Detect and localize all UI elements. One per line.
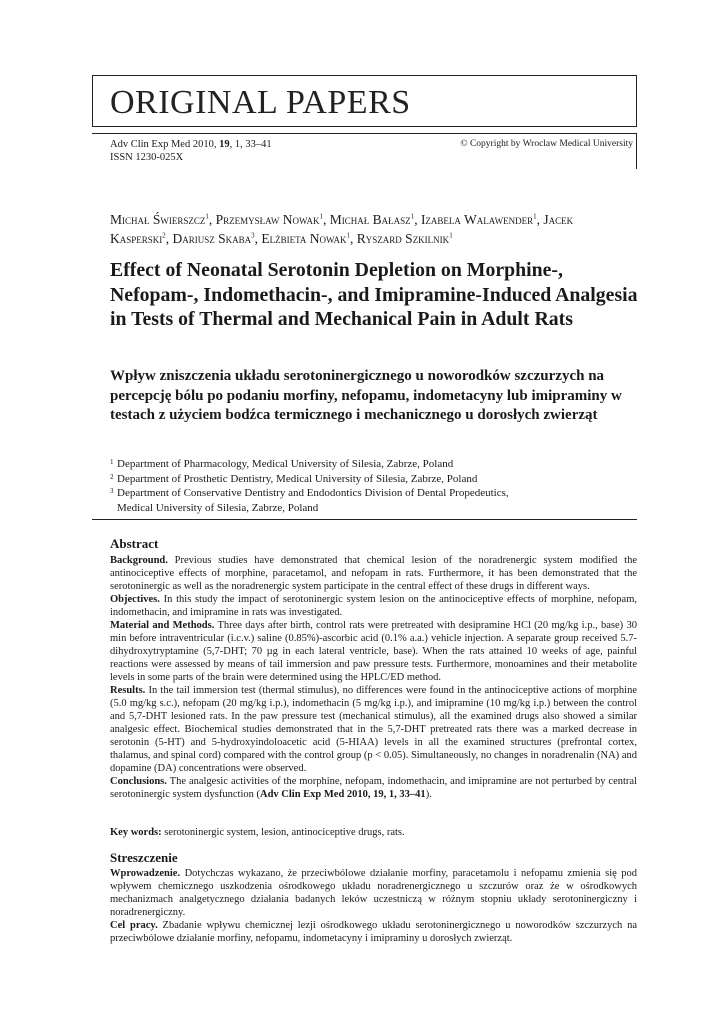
streszczenie-aim (110, 919, 637, 945)
copyright-notice: © Copyright by Wroclaw Medical University (460, 139, 633, 149)
article-title-polish: Wpływ zniszczenia układu serotoninergicznego u noworodków szczurzych na percepcję bólu po podaniu morfiny, nefopamu, indometacyny lub imipraminy w testach z użyciem bodźca termicznego i mechanicznego u dorosłych zwierząt (110, 368, 622, 423)
keywords (110, 826, 637, 839)
streszczenie-body (110, 867, 637, 945)
streszczenie-intro (110, 867, 637, 919)
citation-post: , 1, 33–41 (229, 139, 272, 150)
issn: ISSN 1230-025X (110, 152, 184, 163)
aim-label: Cel pracy. (110, 920, 158, 931)
author-affiliation-marker: 1 (319, 212, 324, 221)
author-name: Michał Świerszcz (110, 212, 206, 227)
aim-text: Zbadanie wpływu chemicznej lezji ośrodkowego układu serotoninergicznego u noworodków szczurzych na przeciwbólowe działanie morfiny, nefopamu, indometacyny i imipraminy u dorosłych zwierząt. (110, 920, 638, 944)
results-text: In the tail immersion test (thermal stimulus), no differences were found in the antinociceptive actions of morphine (5.0 mg/kg s.c.), nefopam (20 mg/kg i.p.), indomethacin (5 mg/kg i.p.), and imipramine (10 mg/kg i.p.) between the control and 5,7-DHT lesioned rats. In the paw pressure test (mechanical stimulus), all the examined drugs also showed a similar analgesic effect. Biochemical studies demonstrated that in the 5,7-DHT pretreated rats there was a marked decrease in serotonin (5-HT) and 5-hydroxyindoloacetic acid (5-HIAA) levels in all the examined structures (prefrontal cortex, thalamus, and spinal cord) compared with the control group (p < 0.05). Simultaneously, no changes in noradrenalin (NA) and dopamine (DA) concentrations were observed. (110, 685, 637, 774)
author-affiliation-marker: 1 (533, 212, 537, 221)
citation-info (110, 138, 272, 164)
abstract-body (110, 554, 637, 801)
author-name: Michał Bałasz (329, 212, 411, 227)
abstract-heading: Abstract (110, 536, 159, 551)
author-name: Przemysław Nowak (215, 212, 320, 227)
methods-label: Material and Methods. (110, 620, 215, 631)
author-affiliation-marker: 1 (205, 212, 209, 221)
author-name: Jacek Kasperski (110, 212, 574, 246)
section-divider (92, 519, 637, 520)
affiliation-number: 2 (110, 472, 114, 481)
background-text: Previous studies have demonstrated that chemical lesion of the noradrenergic system modified the antinociceptive effects of morphine, paracetamol, and nefopam in rats. Furthermore, it has been demonstrated that the serotoninergic as well as the noradrenergic system participate in the central effect of these drugs in different ways. (110, 555, 637, 592)
methods-text: Three days after birth, control rats were pretreated with desipramine HCl (20 mg/kg i.p., base) 30 min before intraventricular (i.c.v.) saline (0.85%)-ascorbic acid (0.1% a.a.) vehicle injection. A separate group received 5.7-dihydroxytryptamine (5,7-DHT; 70 µg in each lateral ventricle, base). When the rats attained 10 weeks of age, painful reactions were assessed by means of tail immersion and paw pressure tests. Furthermore, monoamines and their metabolite levels in some parts of the brain were determined using the HPLC/ED method. (110, 620, 637, 683)
background-label: Background. (110, 555, 168, 566)
author-name: Ryszard Szkilnik (356, 231, 450, 246)
author-affiliation-marker: 1 (410, 212, 415, 221)
intro-label: Wprowadzenie. (110, 868, 181, 879)
results-label: Results. (110, 685, 146, 696)
abstract-results (110, 684, 637, 775)
conclusions-citation: Adv Clin Exp Med 2010, 19, 1, 33–41 (260, 789, 426, 800)
author-name: Dariusz Skaba (172, 231, 252, 246)
affiliation-text: Department of Prosthetic Dentistry, Medical University of Silesia, Zabrze, Poland (117, 472, 478, 485)
abstract-conclusions (110, 775, 637, 801)
abstract-objectives (110, 593, 637, 619)
keywords-text: serotoninergic system, lesion, antinociceptive drugs, rats. (161, 827, 405, 838)
affiliation-3-continued: Medical University of Silesia, Zabrze, Poland (117, 501, 319, 514)
objectives-label: Objectives. (110, 594, 160, 605)
affiliation-number: 1 (110, 458, 114, 466)
citation-volume: 19 (219, 139, 230, 150)
affiliation-text: Department of Conservative Dentistry and Endodontics Division of Dental Propedeutics, (117, 487, 509, 499)
abstract-background (110, 554, 637, 593)
affiliation-text: Department of Pharmacology, Medical University of Silesia, Zabrze, Poland (117, 458, 454, 470)
article-title-english: Effect of Neonatal Serotonin Depletion on Morphine-, Nefopam-, Indomethacin-, and Imipramine-Induced Analgesia in Tests of Thermal and Mechanical Pain in Adult Rats (110, 259, 638, 330)
conclusions-end: ). (425, 789, 432, 800)
objectives-text: In this study the impact of serotoninergic system lesion on the antinociceptive effects of morphine, nefopam, indomethacin, and imipramine in rats was investigated. (110, 594, 637, 618)
citation-pre: Adv Clin Exp Med 2010, (110, 139, 220, 150)
conclusions-label: Conclusions. (110, 776, 167, 787)
streszczenie-heading: Streszczenie (110, 850, 178, 865)
keywords-label: Key words: (110, 827, 162, 838)
author-affiliation-marker: 1 (346, 231, 351, 240)
affiliation-1 (110, 457, 630, 472)
affiliation-3 (110, 486, 630, 501)
conclusions-text: The analgesic activities of the morphine, nefopam, indomethacin, and imipramine are not perturbed by central serotoninergic system dysfunction ( (110, 776, 637, 800)
journal-section-title: ORIGINAL PAPERS (110, 84, 411, 121)
author-affiliation-marker: 3 (251, 231, 255, 240)
author-name: Izabela Walawender (420, 212, 534, 227)
author-name: Elżbieta Nowak (261, 231, 347, 246)
affiliations (110, 457, 630, 515)
author-list: Michał Świerszcz$^1$, Przemysław Nowak$^1$, Michał Bałasz$^1$, Izabela Walawender$^1$, Jacek Kasperski$^2$, Dariusz Skaba$^3$, Elżbieta Nowak$^1$, Ryszard Szkilnik$^1$ (110, 212, 574, 246)
abstract-methods (110, 619, 637, 684)
author-affiliation-marker: 1 (449, 231, 453, 240)
affiliation-number: 3 (110, 487, 114, 495)
affiliation-2 (110, 472, 630, 487)
author-affiliation-marker: 2 (162, 231, 166, 240)
intro-text: Dotychczas wykazano, że przeciwbólowe działanie morfiny, paracetamolu i nefopamu zmienia się pod wpływem chemicznego uszkodzenia ośrodkowego układu noradrenergicznego u szczurów oraz że w ośrodkowych mechanizmach analgetycznego działania badanych leków uczestniczą w różnym stopniu układy serotoninergiczny i noradrenergiczny. (110, 868, 637, 918)
